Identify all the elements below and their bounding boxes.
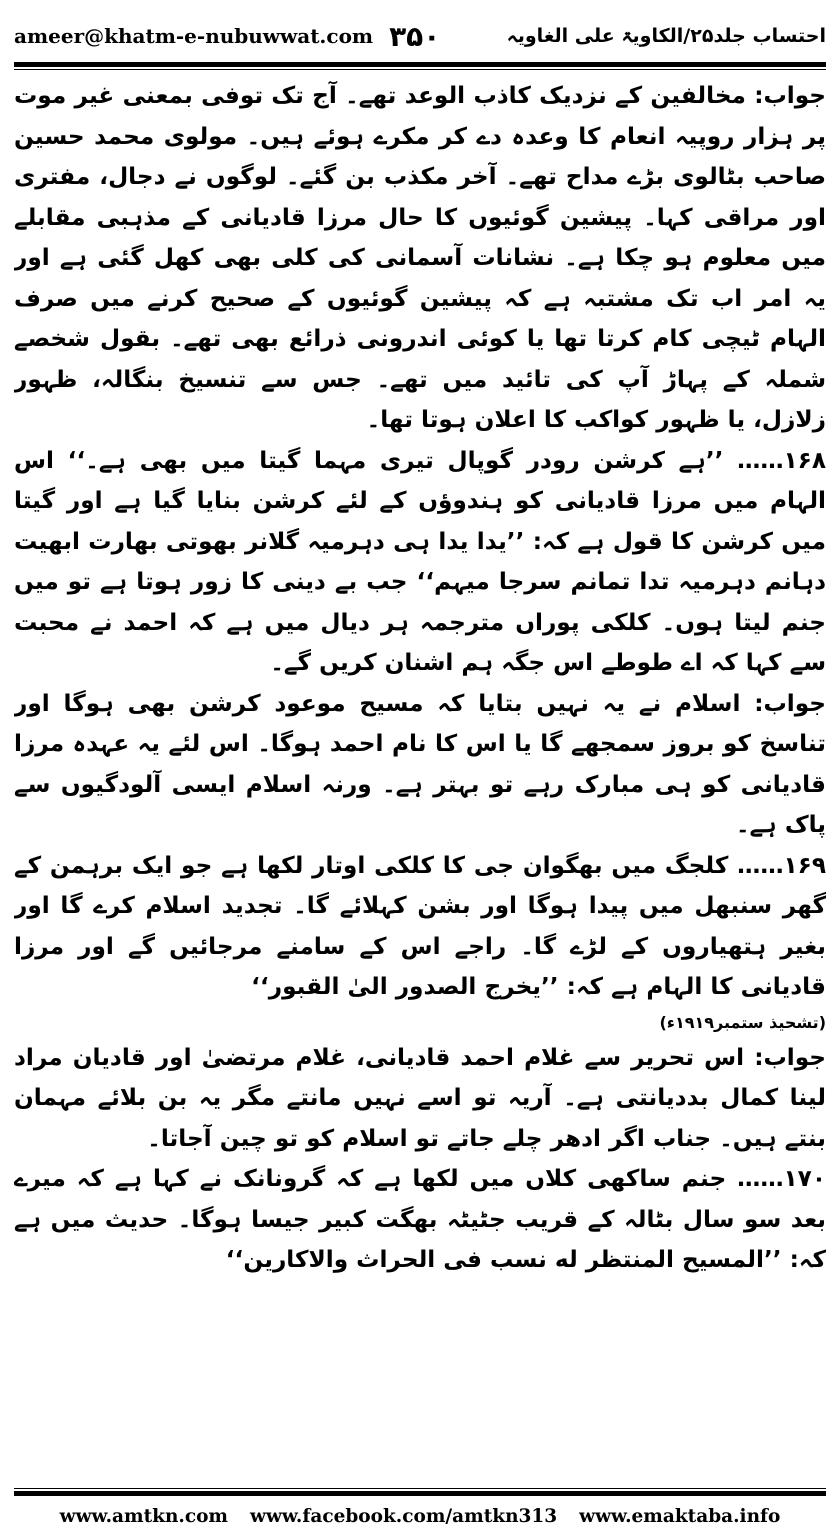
page-number: ۳۵۰	[389, 19, 441, 53]
page-header	[14, 14, 826, 58]
header-email: ameer@khatm-e-nubuwwat.com	[14, 24, 374, 48]
book-title: احتساب جلد۲۵/الکاویۃ علی الغاویہ	[506, 25, 826, 47]
page-footer	[14, 1502, 826, 1532]
footer-link-amtkn[interactable]: www.amtkn.com	[59, 1506, 229, 1527]
header-rule	[14, 62, 826, 70]
paragraph-answer-3: جواب: اس تحریر سے غلام احمد قادیانی، غلام مرتضیٰ اور قادیان مراد لینا کمال بددیانتی ہے۔ آریہ تو اسے نہیں مانتے مگر یہ بن بلائے مہمان بنتے ہیں۔ جناب اگر ادھر چلے جاتے تو اسلام کو تو چین آجاتا۔	[14, 1043, 826, 1152]
reference-citation: (تشحیذ ستمبر۱۹۱۹ء)	[659, 1012, 826, 1032]
footer-link-emaktaba[interactable]: www.emaktaba.info	[579, 1506, 781, 1527]
page-body	[14, 76, 826, 1460]
paragraph-item-169: ۱۶۹…… کلجگ میں بھگوان جی کا کلکی اوتار لکھا ہے جو ایک برہمن کے گھر سنبھل میں پیدا ہوگا اور بشن کہلائے گا۔ تجدید اسلام کرے گا اور بغیر ہتھیاروں کے لڑے گا۔ راجے اس کے سامنے مرجائیں گے اور مرزا قادیانی کا الہام ہے کہ: ’’یخرج الصدور الیٰ القبور‘‘	[14, 851, 826, 1000]
paragraph-answer-1: جواب: مخالفین کے نزدیک کاذب الوعد تھے۔ آج تک توفی بمعنی غیر موت پر ہزار روپیہ انعام کا وعدہ دے کر مکرے ہوئے ہیں۔ مولوی محمد حسین صاحب بٹالوی بڑے مداح تھے۔ آخر مکذب بن گئے۔ لوگوں نے دجال، مفتری اور مراقی کہا۔ پیشین گوئیوں کا حال مرزا قادیانی کے مذہبی مقابلے میں معلوم ہو چکا ہے۔ نشانات آسمانی کی کلی بھی کھل گئی ہے اور یہ امر اب تک مشتبہ ہے کہ پیشین گوئیوں کے صحیح کرنے میں صرف الہام ٹیچی کام کرتا تھا یا کوئی اندرونی ذرائع بھی تھے۔ بقول شخصے شملہ کے پہاڑ آپ کی تائید میں تھے۔ جس سے تنسیخ بنگالہ، ظہور زلازل، یا ظہور کواکب کا اعلان ہوتا تھا۔	[14, 82, 826, 433]
paragraph-answer-2: جواب: اسلام نے یہ نہیں بتایا کہ مسیح موعود کرشن بھی ہوگا اور تناسخ کو بروز سمجھے گا یا اس کا نام احمد ہوگا۔ اس لئے یہ عہدہ مرزا قادیانی کو ہی مبارک رہے تو بہتر ہے۔ ورنہ اسلام ایسی آلودگیوں سے پاک ہے۔	[14, 689, 826, 838]
footer-rule	[14, 1488, 826, 1496]
header-left	[14, 20, 440, 53]
paragraph-item-168: ۱۶۸…… ’’ہے کرشن رودر گوپال تیری مہما گیتا میں بھی ہے۔‘‘ اس الہام میں مرزا قادیانی کو ہندوؤں کے لئے کرشن بنایا گیا ہے اور گیتا میں کرشن کا قول ہے کہ: ’’یدا یدا ہی دہرمیہ گلانر بھوتی بھارت ابھیت دہانم دہرمیہ تدا تمانم سرجا میہم‘‘ جب بے دینی کا زور ہوتا ہے تو میں جنم لیتا ہوں۔ کلکی پوراں مترجمہ ہر دیال میں ہے کہ احمد نے محبت سے کہا کہ اے طوطے اس جگہ ہم اشنان کریں گے۔	[14, 446, 826, 676]
footer-link-facebook[interactable]: www.facebook.com/amtkn313	[250, 1506, 558, 1527]
paragraph-item-170: ۱۷۰…… جنم ساکھی کلاں میں لکھا ہے کہ گرونانک نے کہا ہے کہ میرے بعد سو سال بٹالہ کے قریب جٹیٹہ بھگت کبیر جیسا ہوگا۔ حدیث میں ہے کہ: ’’المسیح المنتظر له نسب فی الحراث والاکارین‘‘	[14, 1165, 826, 1273]
